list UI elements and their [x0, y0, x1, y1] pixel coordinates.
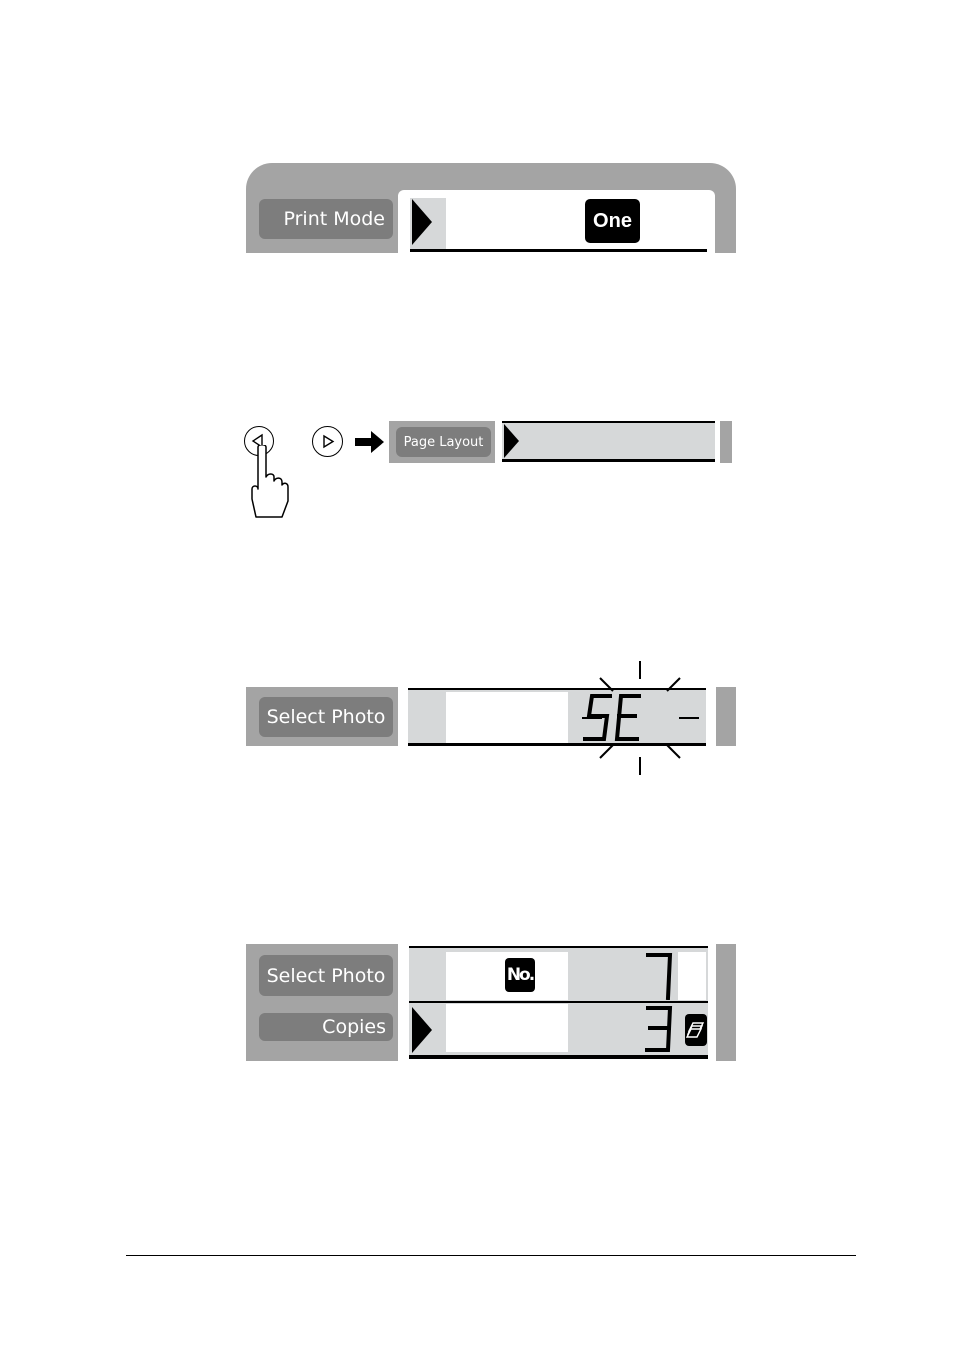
no-badge: [505, 958, 535, 992]
copies-label: Copies: [322, 1016, 386, 1038]
page-layout-label: Page Layout: [403, 434, 484, 450]
select-photo-label-button[interactable]: [259, 697, 393, 737]
select-photo-label-button[interactable]: [259, 955, 393, 996]
photo-number-display: [644, 952, 674, 1000]
lcd-top-rule: [502, 421, 715, 423]
panel-edge: [716, 944, 736, 1061]
panel-edge: [720, 421, 732, 463]
lcd-light-cell-bottom: [446, 1004, 568, 1052]
one-badge-text: One: [593, 209, 632, 232]
selection-pointer-icon: [504, 424, 519, 458]
no-badge-text: No.: [506, 965, 534, 985]
blink-rays-icon: [576, 658, 706, 778]
select-photo-label: Select Photo: [266, 706, 386, 728]
panel-select-photo-se: [246, 658, 736, 778]
copies-number-display: [644, 1005, 674, 1053]
lcd-bottom-rule: [502, 459, 715, 462]
panel-select-photo-copies: [246, 944, 736, 1062]
selection-pointer-icon: [412, 199, 432, 245]
right-triangle-icon: [312, 426, 343, 457]
print-mode-label-button[interactable]: [259, 199, 393, 239]
pointing-hand-icon: [248, 445, 290, 519]
selection-pointer-icon: [412, 1007, 432, 1053]
right-button[interactable]: [312, 426, 343, 457]
copies-label-button[interactable]: [259, 1013, 393, 1041]
lcd-screen: [502, 423, 715, 461]
page-layout-label-button[interactable]: [396, 427, 491, 457]
lcd-top-rule: [409, 946, 708, 948]
select-photo-label: Select Photo: [266, 964, 386, 987]
lcd-light-cell: [446, 692, 568, 744]
print-mode-label: Print Mode: [283, 208, 385, 230]
stacked-sheets-icon: [685, 1014, 707, 1046]
lcd-middle-rule: [409, 1001, 708, 1003]
right-arrow-icon: [355, 430, 385, 454]
lcd-bottom-rule: [409, 1055, 708, 1059]
panel-edge: [716, 687, 736, 746]
footer-rule: [126, 1255, 856, 1256]
panel-page-layout: [240, 415, 740, 525]
lcd-baseline: [410, 249, 707, 252]
one-badge: [585, 199, 640, 243]
lcd-light-cell-right: [678, 952, 706, 1000]
panel-print-mode: [246, 163, 736, 253]
